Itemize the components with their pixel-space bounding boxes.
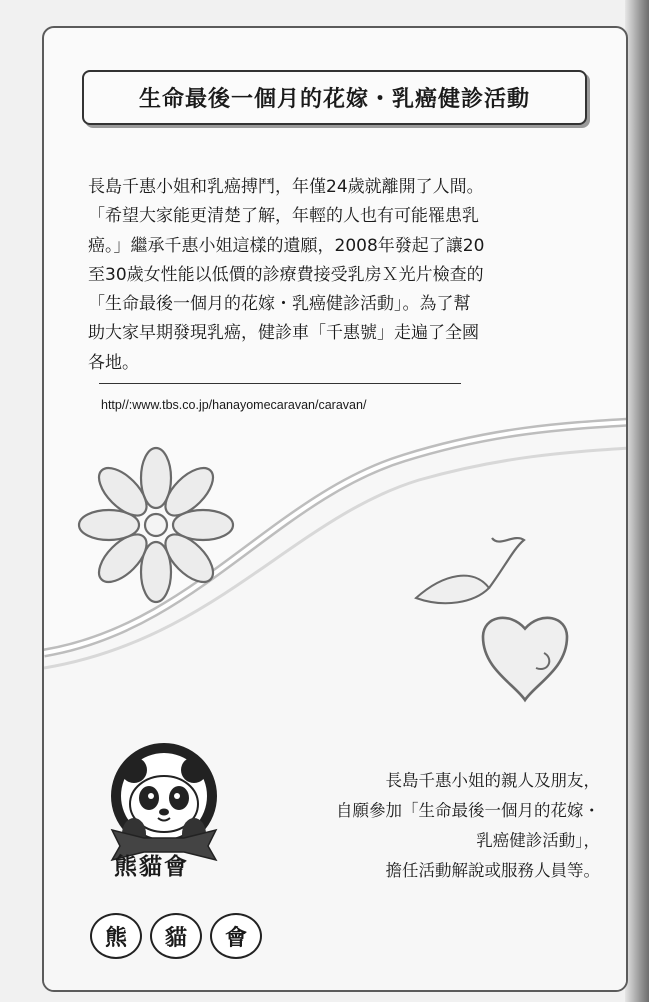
chapter-tag-chip: 會 [210, 913, 262, 959]
logo-name: 熊貓會 [114, 854, 189, 880]
info-card [42, 26, 628, 992]
body-line: 至30歲女性能以低價的診療費接受乳房Ｘ光片檢查的 [88, 264, 484, 285]
page-title: 生命最後一個月的花嫁・乳癌健診活動 [138, 87, 530, 112]
url-divider [99, 383, 461, 384]
flower-icon [79, 448, 233, 602]
chapter-tag-chip: 熊 [90, 913, 142, 959]
side-note-line: 乳癌健診活動」， [476, 831, 600, 850]
chapter-tag-row [90, 913, 262, 959]
side-note-line: 擔任活動解說或服務人員等。 [385, 861, 600, 880]
body-line: 長島千惠小姐和乳癌搏鬥，年僅24歲就離開了人間。 [88, 177, 484, 197]
title-box [82, 70, 587, 125]
side-note-line: 自願參加「生命最後一個月的花嫁・ [336, 801, 600, 820]
side-note [336, 766, 600, 886]
body-paragraph [88, 173, 568, 378]
body-line: 助大家早期發現乳癌，健診車「千惠號」走遍了全國 [88, 323, 479, 344]
book-spine-shadow [625, 0, 649, 1002]
chapter-tag-chip: 貓 [150, 913, 202, 959]
side-note-line: 長島千惠小姐的親人及朋友， [385, 771, 600, 790]
body-line: 「生命最後一個月的花嫁・乳癌健診活動」。為了幫 [88, 294, 471, 315]
body-line: 各地。 [88, 352, 139, 373]
body-line: 「希望大家能更清楚了解，年輕的人也有可能罹患乳 [88, 206, 479, 227]
source-url: http//:www.tbs.co.jp/hanayomecaravan/caravan/ [101, 398, 367, 412]
body-line: 癌。」繼承千惠小姐這樣的遺願，2008年發起了讓20 [88, 235, 485, 256]
